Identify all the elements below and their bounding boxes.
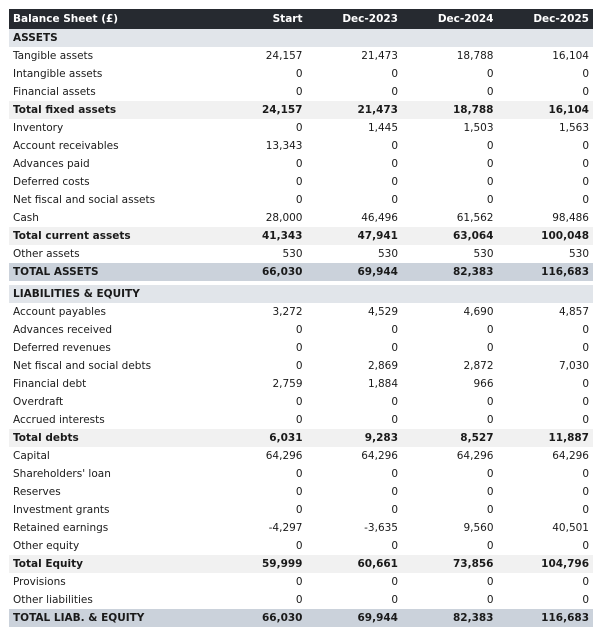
row-label: TOTAL ASSETS bbox=[9, 263, 211, 281]
cell-value: 11,887 bbox=[498, 429, 594, 447]
cell-value: 69,944 bbox=[307, 263, 403, 281]
cell-value: 0 bbox=[402, 483, 498, 501]
cell-value: 8,527 bbox=[402, 429, 498, 447]
cell-value: 0 bbox=[498, 191, 594, 209]
table-row bbox=[9, 339, 593, 357]
cell-value: 82,383 bbox=[402, 609, 498, 627]
header-row bbox=[9, 9, 593, 29]
table-row bbox=[9, 591, 593, 609]
row-label: Deferred costs bbox=[9, 173, 211, 191]
column-header-dec-2025: Dec-2025 bbox=[498, 9, 594, 29]
cell-value: 64,296 bbox=[307, 447, 403, 465]
table-row bbox=[9, 65, 593, 83]
cell-value: 16,104 bbox=[498, 47, 594, 65]
section-header-assets bbox=[9, 29, 593, 47]
cell-value: 0 bbox=[402, 155, 498, 173]
table-row bbox=[9, 375, 593, 393]
cell-value: 60,661 bbox=[307, 555, 403, 573]
row-label: Reserves bbox=[9, 483, 211, 501]
cell-value: 0 bbox=[211, 83, 307, 101]
cell-value: 530 bbox=[211, 245, 307, 263]
column-header-dec-2023: Dec-2023 bbox=[307, 9, 403, 29]
cell-value: 0 bbox=[307, 321, 403, 339]
row-label: Net fiscal and social debts bbox=[9, 357, 211, 375]
cell-value: 0 bbox=[498, 375, 594, 393]
row-label: Financial assets bbox=[9, 83, 211, 101]
cell-value: 0 bbox=[498, 393, 594, 411]
cell-value: 0 bbox=[402, 83, 498, 101]
cell-value: 18,788 bbox=[402, 101, 498, 119]
cell-value: 0 bbox=[211, 483, 307, 501]
cell-value: 966 bbox=[402, 375, 498, 393]
cell-value: 1,563 bbox=[498, 119, 594, 137]
cell-value: 63,064 bbox=[402, 227, 498, 245]
cell-value: 0 bbox=[307, 65, 403, 83]
row-label: Investment grants bbox=[9, 501, 211, 519]
cell-value: 0 bbox=[307, 537, 403, 555]
row-label: Financial debt bbox=[9, 375, 211, 393]
table-row bbox=[9, 447, 593, 465]
cell-value: 0 bbox=[211, 393, 307, 411]
row-label: Shareholders' loan bbox=[9, 465, 211, 483]
table-row bbox=[9, 537, 593, 555]
cell-value: 0 bbox=[498, 501, 594, 519]
cell-value: 0 bbox=[498, 65, 594, 83]
cell-value: 0 bbox=[307, 573, 403, 591]
cell-value: 0 bbox=[402, 537, 498, 555]
row-label: Account payables bbox=[9, 303, 211, 321]
row-label: Other equity bbox=[9, 537, 211, 555]
cell-value: 40,501 bbox=[498, 519, 594, 537]
cell-value: 13,343 bbox=[211, 137, 307, 155]
row-label: TOTAL LIAB. & EQUITY bbox=[9, 609, 211, 627]
subtotal-row bbox=[9, 555, 593, 573]
cell-value: 0 bbox=[402, 173, 498, 191]
table-row bbox=[9, 465, 593, 483]
cell-value: 0 bbox=[307, 155, 403, 173]
row-label: Overdraft bbox=[9, 393, 211, 411]
table-row bbox=[9, 303, 593, 321]
cell-value: 0 bbox=[402, 137, 498, 155]
cell-value: 59,999 bbox=[211, 555, 307, 573]
subtotal-row bbox=[9, 101, 593, 119]
cell-value: 0 bbox=[402, 573, 498, 591]
cell-value: 0 bbox=[211, 573, 307, 591]
balance-sheet-table bbox=[9, 9, 593, 627]
cell-value: 116,683 bbox=[498, 263, 594, 281]
cell-value: 18,788 bbox=[402, 47, 498, 65]
cell-value: 1,884 bbox=[307, 375, 403, 393]
cell-value: 46,496 bbox=[307, 209, 403, 227]
total-row bbox=[9, 609, 593, 627]
section-label: LIABILITIES & EQUITY bbox=[9, 285, 593, 303]
table-row bbox=[9, 191, 593, 209]
cell-value: 100,048 bbox=[498, 227, 594, 245]
column-header-dec-2024: Dec-2024 bbox=[402, 9, 498, 29]
cell-value: 69,944 bbox=[307, 609, 403, 627]
row-label: Other liabilities bbox=[9, 591, 211, 609]
column-header-start: Start bbox=[211, 9, 307, 29]
cell-value: 0 bbox=[498, 591, 594, 609]
cell-value: 28,000 bbox=[211, 209, 307, 227]
cell-value: 21,473 bbox=[307, 101, 403, 119]
cell-value: 0 bbox=[211, 537, 307, 555]
cell-value: 0 bbox=[211, 501, 307, 519]
cell-value: 7,030 bbox=[498, 357, 594, 375]
cell-value: 66,030 bbox=[211, 263, 307, 281]
cell-value: 0 bbox=[498, 573, 594, 591]
row-label: Total fixed assets bbox=[9, 101, 211, 119]
cell-value: 2,759 bbox=[211, 375, 307, 393]
cell-value: 4,857 bbox=[498, 303, 594, 321]
cell-value: 0 bbox=[211, 339, 307, 357]
cell-value: 0 bbox=[498, 537, 594, 555]
table-row bbox=[9, 209, 593, 227]
cell-value: 0 bbox=[402, 411, 498, 429]
cell-value: 0 bbox=[402, 591, 498, 609]
cell-value: 0 bbox=[211, 591, 307, 609]
cell-value: 0 bbox=[402, 501, 498, 519]
section-label: ASSETS bbox=[9, 29, 593, 47]
cell-value: 0 bbox=[498, 465, 594, 483]
subtotal-row bbox=[9, 429, 593, 447]
table-row bbox=[9, 519, 593, 537]
row-label: Inventory bbox=[9, 119, 211, 137]
cell-value: 0 bbox=[498, 339, 594, 357]
cell-value: 9,283 bbox=[307, 429, 403, 447]
row-label: Total debts bbox=[9, 429, 211, 447]
cell-value: 24,157 bbox=[211, 47, 307, 65]
row-label: Other assets bbox=[9, 245, 211, 263]
cell-value: 0 bbox=[498, 155, 594, 173]
cell-value: 64,296 bbox=[498, 447, 594, 465]
table-row bbox=[9, 119, 593, 137]
row-label: Total Equity bbox=[9, 555, 211, 573]
cell-value: 0 bbox=[307, 591, 403, 609]
cell-value: 0 bbox=[307, 339, 403, 357]
cell-value: 0 bbox=[402, 191, 498, 209]
table-row bbox=[9, 245, 593, 263]
row-label: Account receivables bbox=[9, 137, 211, 155]
cell-value: 82,383 bbox=[402, 263, 498, 281]
cell-value: 0 bbox=[498, 137, 594, 155]
cell-value: 0 bbox=[498, 173, 594, 191]
cell-value: 1,503 bbox=[402, 119, 498, 137]
cell-value: 47,941 bbox=[307, 227, 403, 245]
cell-value: 0 bbox=[307, 137, 403, 155]
row-label: Advances paid bbox=[9, 155, 211, 173]
cell-value: 16,104 bbox=[498, 101, 594, 119]
table-row bbox=[9, 155, 593, 173]
cell-value: 3,272 bbox=[211, 303, 307, 321]
cell-value: 1,445 bbox=[307, 119, 403, 137]
row-label: Advances received bbox=[9, 321, 211, 339]
cell-value: 2,869 bbox=[307, 357, 403, 375]
cell-value: 2,872 bbox=[402, 357, 498, 375]
cell-value: -4,297 bbox=[211, 519, 307, 537]
row-label: Net fiscal and social assets bbox=[9, 191, 211, 209]
table-row bbox=[9, 573, 593, 591]
table-row bbox=[9, 483, 593, 501]
table-row bbox=[9, 47, 593, 65]
cell-value: 0 bbox=[402, 321, 498, 339]
cell-value: 64,296 bbox=[402, 447, 498, 465]
row-label: Total current assets bbox=[9, 227, 211, 245]
table-body bbox=[9, 29, 593, 627]
cell-value: 0 bbox=[211, 465, 307, 483]
row-label: Tangible assets bbox=[9, 47, 211, 65]
row-label: Capital bbox=[9, 447, 211, 465]
cell-value: 530 bbox=[498, 245, 594, 263]
cell-value: 0 bbox=[402, 339, 498, 357]
cell-value: 0 bbox=[211, 119, 307, 137]
cell-value: 6,031 bbox=[211, 429, 307, 447]
cell-value: 530 bbox=[307, 245, 403, 263]
cell-value: 4,690 bbox=[402, 303, 498, 321]
cell-value: 0 bbox=[498, 83, 594, 101]
table-row bbox=[9, 83, 593, 101]
cell-value: 0 bbox=[307, 173, 403, 191]
cell-value: 0 bbox=[307, 465, 403, 483]
table-row bbox=[9, 321, 593, 339]
table-row bbox=[9, 501, 593, 519]
cell-value: 4,529 bbox=[307, 303, 403, 321]
cell-value: 116,683 bbox=[498, 609, 594, 627]
table-row bbox=[9, 137, 593, 155]
cell-value: 0 bbox=[307, 501, 403, 519]
cell-value: 0 bbox=[211, 321, 307, 339]
table-row bbox=[9, 393, 593, 411]
cell-value: 0 bbox=[498, 483, 594, 501]
section-header-liabilities-equity bbox=[9, 285, 593, 303]
row-label: Intangible assets bbox=[9, 65, 211, 83]
cell-value: 0 bbox=[211, 357, 307, 375]
cell-value: 0 bbox=[211, 411, 307, 429]
table-title: Balance Sheet (£) bbox=[9, 9, 211, 29]
table-row bbox=[9, 173, 593, 191]
cell-value: 0 bbox=[402, 65, 498, 83]
cell-value: 0 bbox=[211, 191, 307, 209]
cell-value: 61,562 bbox=[402, 209, 498, 227]
cell-value: -3,635 bbox=[307, 519, 403, 537]
total-row bbox=[9, 263, 593, 281]
cell-value: 66,030 bbox=[211, 609, 307, 627]
cell-value: 0 bbox=[307, 83, 403, 101]
cell-value: 0 bbox=[307, 393, 403, 411]
row-label: Cash bbox=[9, 209, 211, 227]
cell-value: 9,560 bbox=[402, 519, 498, 537]
row-label: Deferred revenues bbox=[9, 339, 211, 357]
table-row bbox=[9, 411, 593, 429]
balance-sheet bbox=[9, 9, 593, 627]
row-label: Retained earnings bbox=[9, 519, 211, 537]
cell-value: 0 bbox=[498, 321, 594, 339]
cell-value: 98,486 bbox=[498, 209, 594, 227]
table-row bbox=[9, 357, 593, 375]
cell-value: 24,157 bbox=[211, 101, 307, 119]
subtotal-row bbox=[9, 227, 593, 245]
cell-value: 0 bbox=[211, 173, 307, 191]
row-label: Accrued interests bbox=[9, 411, 211, 429]
cell-value: 0 bbox=[307, 483, 403, 501]
cell-value: 0 bbox=[402, 465, 498, 483]
cell-value: 0 bbox=[498, 411, 594, 429]
cell-value: 41,343 bbox=[211, 227, 307, 245]
cell-value: 0 bbox=[307, 191, 403, 209]
cell-value: 21,473 bbox=[307, 47, 403, 65]
cell-value: 530 bbox=[402, 245, 498, 263]
cell-value: 0 bbox=[307, 411, 403, 429]
row-label: Provisions bbox=[9, 573, 211, 591]
cell-value: 0 bbox=[211, 65, 307, 83]
cell-value: 73,856 bbox=[402, 555, 498, 573]
cell-value: 104,796 bbox=[498, 555, 594, 573]
cell-value: 64,296 bbox=[211, 447, 307, 465]
cell-value: 0 bbox=[211, 155, 307, 173]
cell-value: 0 bbox=[402, 393, 498, 411]
